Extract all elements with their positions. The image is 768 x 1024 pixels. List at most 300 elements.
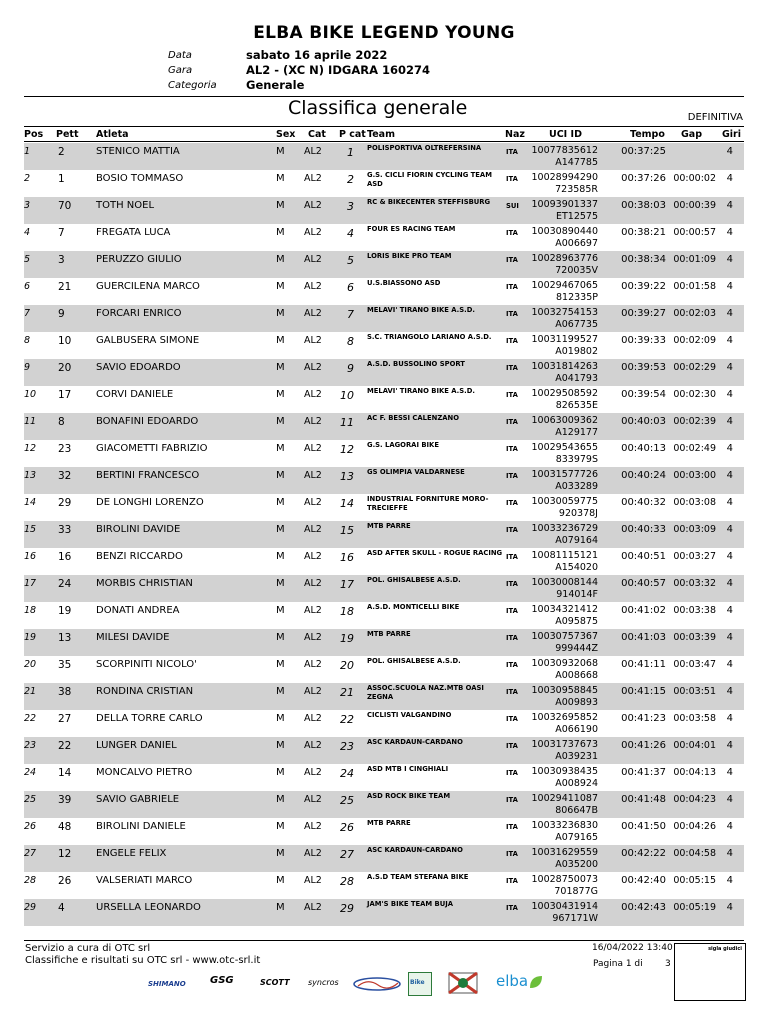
uci-id-code: A033289	[555, 481, 598, 492]
uci-id-code: 701877G	[554, 886, 598, 897]
cell-pett: 16	[58, 551, 72, 563]
table-row	[24, 764, 744, 791]
cell-gap: 00:02:09	[673, 335, 716, 346]
cell-pett: 20	[58, 362, 72, 374]
cell-athlete: DELLA TORRE CARLO	[96, 713, 203, 724]
uci-id-code: A147785	[555, 157, 598, 168]
cell-tempo: 00:41:50	[621, 821, 666, 832]
cell-pcat: 9	[347, 362, 354, 375]
cell-uci-id	[526, 307, 598, 331]
col-header-uci-id: UCI ID	[549, 129, 582, 140]
cell-athlete: MONCALVO PIETRO	[96, 767, 193, 778]
uci-id-number: 10028963776	[531, 253, 598, 264]
cell-cat: AL2	[304, 875, 322, 886]
uci-id-number: 10029411087	[531, 793, 598, 804]
cell-naz: ITA	[506, 175, 518, 183]
cell-tempo: 00:40:13	[621, 443, 666, 454]
cell-giri: 4	[726, 497, 733, 508]
cell-pcat: 25	[340, 794, 354, 807]
cell-cat: AL2	[304, 740, 322, 751]
cell-team: MTB PARRE	[367, 819, 411, 827]
table-row	[24, 251, 744, 278]
cell-athlete: BIROLINI DANIELE	[96, 821, 186, 832]
cell-naz: ITA	[506, 688, 518, 696]
cell-uci-id	[526, 415, 598, 439]
cell-pcat: 14	[340, 497, 354, 510]
cell-cat: AL2	[304, 632, 322, 643]
cell-naz: ITA	[506, 634, 518, 642]
cell-pos: 16	[24, 551, 37, 562]
table-row	[24, 440, 744, 467]
cell-tempo: 00:39:53	[621, 362, 666, 373]
cell-giri: 4	[726, 632, 733, 643]
cell-team: ASC KARDAUN-CARDANO	[367, 738, 463, 746]
uci-id-number: 10030431914	[531, 901, 598, 912]
cell-cat: AL2	[304, 848, 322, 859]
cell-gap: 00:02:03	[673, 308, 716, 319]
uci-id-number: 10032754153	[531, 307, 598, 318]
cell-team: ASD MTB I CINGHIALI	[367, 765, 449, 773]
uci-id-code: 914014F	[556, 589, 598, 600]
cell-pett: 12	[58, 848, 72, 860]
cell-team: ASC KARDAUN-CARDANO	[367, 846, 463, 854]
cell-sex: M	[276, 578, 285, 589]
uci-id-code: 723585R	[555, 184, 598, 195]
table-row	[24, 494, 744, 521]
cell-pett: 10	[58, 335, 72, 347]
cell-tempo: 00:40:57	[621, 578, 666, 589]
cell-pett: 4	[58, 902, 65, 914]
col-header-giri: Giri	[722, 129, 741, 140]
cell-gap: 00:04:58	[673, 848, 716, 859]
cell-athlete: TOTH NOEL	[96, 200, 155, 211]
cell-tempo: 00:42:43	[621, 902, 666, 913]
table-row	[24, 872, 744, 899]
col-header-sex: Sex	[276, 129, 296, 140]
cell-tempo: 00:41:37	[621, 767, 666, 778]
cell-giri: 4	[726, 659, 733, 670]
cell-pett: 33	[58, 524, 72, 536]
cell-uci-id	[526, 442, 598, 466]
cell-naz: ITA	[506, 229, 518, 237]
footer-page-total: 3	[665, 959, 671, 969]
cell-uci-id	[526, 226, 598, 250]
cell-giri: 4	[726, 389, 733, 400]
cell-naz: ITA	[506, 742, 518, 750]
cell-pett: 48	[58, 821, 72, 833]
cell-sex: M	[276, 524, 285, 535]
footer-service: Servizio a cura di OTC srl	[25, 943, 151, 954]
status-label: DEFINITIVA	[687, 112, 743, 123]
cell-cat: AL2	[304, 308, 322, 319]
cell-pos: 4	[24, 227, 31, 238]
cell-pett: 3	[58, 254, 65, 266]
cell-pett: 38	[58, 686, 72, 698]
cell-sex: M	[276, 281, 285, 292]
cell-pos: 27	[24, 848, 37, 859]
col-header-atleta: Atleta	[96, 129, 129, 140]
cell-gap: 00:03:51	[673, 686, 716, 697]
cell-giri: 4	[726, 713, 733, 724]
cell-gap: 00:02:49	[673, 443, 716, 454]
cell-naz: ITA	[506, 769, 518, 777]
cell-naz: SUI	[506, 202, 519, 210]
cell-athlete: BOSIO TOMMASO	[96, 173, 184, 184]
uci-id-code: A154020	[555, 562, 598, 573]
cell-team: LORIS BIKE PRO TEAM	[367, 252, 452, 260]
cell-cat: AL2	[304, 821, 322, 832]
cell-cat: AL2	[304, 659, 322, 670]
cell-gap: 00:03:08	[673, 497, 716, 508]
uci-id-code: 812335P	[556, 292, 598, 303]
cell-athlete: BERTINI FRANCESCO	[96, 470, 200, 481]
cell-pcat: 29	[340, 902, 354, 915]
cell-athlete: LUNGER DANIEL	[96, 740, 177, 751]
table-header-divider	[24, 141, 744, 142]
cell-naz: ITA	[506, 499, 518, 507]
cell-sex: M	[276, 848, 285, 859]
cell-gap: 00:04:01	[673, 740, 716, 751]
uci-id-code: 826535E	[555, 400, 598, 411]
cell-athlete: GIACOMETTI FABRIZIO	[96, 443, 208, 454]
cell-cat: AL2	[304, 713, 322, 724]
categoria-label: Categoria	[168, 80, 217, 91]
cell-giri: 4	[726, 848, 733, 859]
cell-cat: AL2	[304, 281, 322, 292]
table-row	[24, 170, 744, 197]
cell-tempo: 00:38:03	[621, 200, 666, 211]
cell-naz: ITA	[506, 607, 518, 615]
cell-pcat: 6	[347, 281, 354, 294]
cell-giri: 4	[726, 308, 733, 319]
cell-athlete: STENICO MATTIA	[96, 146, 180, 157]
cell-tempo: 00:38:34	[621, 254, 666, 265]
col-header-gap: Gap	[681, 129, 703, 140]
cell-sex: M	[276, 146, 285, 157]
cell-gap: 00:03:58	[673, 713, 716, 724]
cell-athlete: BIROLINI DAVIDE	[96, 524, 181, 535]
cell-pos: 12	[24, 443, 37, 454]
signature-label: sigla giudici	[708, 946, 742, 952]
cell-pos: 6	[24, 281, 31, 292]
cell-sex: M	[276, 605, 285, 616]
cell-team: MTB PARRE	[367, 630, 411, 638]
cell-naz: ITA	[506, 715, 518, 723]
cell-pcat: 19	[340, 632, 354, 645]
cell-team: U.S.BIASSONO ASD	[367, 279, 441, 287]
table-row	[24, 818, 744, 845]
cell-pcat: 26	[340, 821, 354, 834]
cell-uci-id	[526, 253, 598, 277]
capoliveri-bike-logo	[408, 972, 432, 996]
uci-id-number: 10030958845	[531, 685, 598, 696]
cell-cat: AL2	[304, 416, 322, 427]
cell-pett: 39	[58, 794, 72, 806]
cell-pett: 21	[58, 281, 72, 293]
cell-uci-id	[526, 739, 598, 763]
cell-pcat: 15	[340, 524, 354, 537]
cell-cat: AL2	[304, 200, 322, 211]
cell-pett: 17	[58, 389, 72, 401]
cell-athlete: DONATI ANDREA	[96, 605, 180, 616]
cell-cat: AL2	[304, 227, 322, 238]
cell-tempo: 00:41:03	[621, 632, 666, 643]
footer-page-label: Pagina 1 di	[593, 959, 643, 969]
cell-pos: 19	[24, 632, 37, 643]
cell-gap: 00:03:09	[673, 524, 716, 535]
cell-pcat: 2	[347, 173, 354, 186]
uci-id-code: A009893	[555, 697, 598, 708]
cell-cat: AL2	[304, 362, 322, 373]
cell-team: CICLISTI VALGANDINO	[367, 711, 452, 719]
cell-pett: 35	[58, 659, 72, 671]
footer-results-link[interactable]: Classifiche e risultati su OTC srl - www.otc-srl.it	[25, 955, 261, 966]
shimano-logo: SHIMANO	[148, 980, 186, 988]
uci-id-code: A039231	[555, 751, 598, 762]
cell-sex: M	[276, 632, 285, 643]
cell-pcat: 1	[347, 146, 354, 159]
cell-pett: 23	[58, 443, 72, 455]
cell-cat: AL2	[304, 335, 322, 346]
cell-cat: AL2	[304, 767, 322, 778]
cell-team: ASD AFTER SKULL - ROGUE RACING	[367, 549, 503, 557]
cell-gap: 00:04:23	[673, 794, 716, 805]
cell-naz: ITA	[506, 877, 518, 885]
cell-naz: ITA	[506, 310, 518, 318]
cell-naz: ITA	[506, 364, 518, 372]
cell-team: A.S.D TEAM STEFANA BIKE	[367, 873, 469, 881]
cell-pcat: 8	[347, 335, 354, 348]
cell-tempo: 00:41:15	[621, 686, 666, 697]
cell-tempo: 00:40:33	[621, 524, 666, 535]
cell-pcat: 20	[340, 659, 354, 672]
cell-tempo: 00:41:11	[621, 659, 666, 670]
table-row	[24, 737, 744, 764]
cell-giri: 4	[726, 740, 733, 751]
footer-print-date: 16/04/2022 13:40	[592, 943, 673, 953]
cell-gap: 00:01:09	[673, 254, 716, 265]
cell-tempo: 00:39:22	[621, 281, 666, 292]
cell-gap: 00:05:15	[673, 875, 716, 886]
crest-icon	[448, 972, 478, 994]
cell-pos: 15	[24, 524, 37, 535]
table-top-divider	[24, 126, 744, 127]
table-row	[24, 143, 744, 170]
cell-athlete: GUERCILENA MARCO	[96, 281, 200, 292]
elba-logo: elba	[496, 972, 529, 990]
cell-pett: 14	[58, 767, 72, 779]
cell-athlete: BONAFINI EDOARDO	[96, 416, 199, 427]
gara-label: Gara	[168, 65, 193, 76]
cell-gap: 00:03:47	[673, 659, 716, 670]
uci-id-number: 10031629559	[531, 847, 598, 858]
uci-id-number: 10081115121	[531, 550, 598, 561]
cell-pett: 8	[58, 416, 65, 428]
table-row	[24, 278, 744, 305]
cell-naz: ITA	[506, 904, 518, 912]
cell-uci-id	[526, 766, 598, 790]
cell-sex: M	[276, 200, 285, 211]
uci-id-number: 10034321412	[531, 604, 598, 615]
cell-giri: 4	[726, 794, 733, 805]
cell-pos: 22	[24, 713, 37, 724]
cell-gap: 00:02:39	[673, 416, 716, 427]
cell-uci-id	[526, 631, 598, 655]
table-row	[24, 602, 744, 629]
cell-giri: 4	[726, 470, 733, 481]
cell-naz: ITA	[506, 796, 518, 804]
cell-cat: AL2	[304, 443, 322, 454]
cell-pos: 1	[24, 146, 31, 157]
cell-pcat: 5	[347, 254, 354, 267]
uci-id-code: A079165	[555, 832, 598, 843]
cell-pcat: 13	[340, 470, 354, 483]
cell-athlete: CORVI DANIELE	[96, 389, 174, 400]
cell-athlete: RONDINA CRISTIAN	[96, 686, 194, 697]
cell-giri: 4	[726, 605, 733, 616]
table-row	[24, 386, 744, 413]
cell-giri: 4	[726, 362, 733, 373]
cell-sex: M	[276, 389, 285, 400]
cell-naz: ITA	[506, 661, 518, 669]
cell-cat: AL2	[304, 497, 322, 508]
team-logo-icon	[352, 976, 402, 992]
cell-pcat: 18	[340, 605, 354, 618]
cell-tempo: 00:39:33	[621, 335, 666, 346]
cell-tempo: 00:41:02	[621, 605, 666, 616]
cell-tempo: 00:39:54	[621, 389, 666, 400]
uci-id-number: 10031577726	[531, 469, 598, 480]
cell-pos: 10	[24, 389, 37, 400]
data-label: Data	[168, 50, 192, 61]
cell-uci-id	[526, 496, 598, 520]
uci-id-code: A008924	[555, 778, 598, 789]
cell-pett: 24	[58, 578, 72, 590]
cell-naz: ITA	[506, 283, 518, 291]
cell-uci-id	[526, 793, 598, 817]
gara-value: AL2 - (XC N) IDGARA 160274	[246, 63, 430, 77]
cell-naz: ITA	[506, 553, 518, 561]
table-row	[24, 575, 744, 602]
cell-giri: 4	[726, 416, 733, 427]
cell-athlete: PERUZZO GIULIO	[96, 254, 182, 265]
cell-gap: 00:02:29	[673, 362, 716, 373]
uci-id-code: A019802	[555, 346, 598, 357]
uci-id-number: 10031814263	[531, 361, 598, 372]
cell-sex: M	[276, 713, 285, 724]
cell-sex: M	[276, 335, 285, 346]
cell-gap: 00:03:32	[673, 578, 716, 589]
page-subtitle: Classifica generale	[288, 97, 468, 119]
cell-tempo: 00:41:48	[621, 794, 666, 805]
cell-uci-id	[526, 469, 598, 493]
cell-team: GS OLIMPIA VALDARNESE	[367, 468, 465, 476]
cell-athlete: SAVIO GABRIELE	[96, 794, 180, 805]
cell-cat: AL2	[304, 902, 322, 913]
cell-tempo: 00:42:22	[621, 848, 666, 859]
cell-sex: M	[276, 659, 285, 670]
uci-id-code: 720035V	[555, 265, 598, 276]
cell-naz: ITA	[506, 580, 518, 588]
cell-naz: ITA	[506, 256, 518, 264]
cell-gap: 00:02:30	[673, 389, 716, 400]
cell-sex: M	[276, 443, 285, 454]
cell-pos: 29	[24, 902, 37, 913]
cell-gap: 00:05:19	[673, 902, 716, 913]
cell-naz: ITA	[506, 391, 518, 399]
cell-sex: M	[276, 794, 285, 805]
cell-pcat: 27	[340, 848, 354, 861]
table-row	[24, 656, 744, 683]
cell-cat: AL2	[304, 146, 322, 157]
uci-id-code: A066190	[555, 724, 598, 735]
cell-pcat: 23	[340, 740, 354, 753]
cell-naz: ITA	[506, 823, 518, 831]
cell-gap: 00:03:39	[673, 632, 716, 643]
cell-uci-id	[526, 388, 598, 412]
cell-athlete: URSELLA LEONARDO	[96, 902, 201, 913]
cell-uci-id	[526, 199, 598, 223]
cell-pos: 18	[24, 605, 37, 616]
cell-team: A.S.D. BUSSOLINO SPORT	[367, 360, 465, 368]
cell-athlete: GALBUSERA SIMONE	[96, 335, 200, 346]
cell-naz: ITA	[506, 850, 518, 858]
cell-tempo: 00:40:24	[621, 470, 666, 481]
cell-sex: M	[276, 308, 285, 319]
col-header-pett: Pett	[56, 129, 79, 140]
uci-id-code: ET12575	[555, 211, 598, 222]
cell-pett: 22	[58, 740, 72, 752]
cell-pos: 17	[24, 578, 37, 589]
cell-cat: AL2	[304, 524, 322, 535]
table-row	[24, 224, 744, 251]
uci-id-code: A041793	[555, 373, 598, 384]
cell-pett: 1	[58, 173, 65, 185]
cell-giri: 4	[726, 875, 733, 886]
cell-team: POLISPORTIVA OLTREFERSINA	[367, 144, 482, 152]
uci-id-number: 10031199527	[531, 334, 598, 345]
cell-pos: 11	[24, 416, 37, 427]
cell-giri: 4	[726, 281, 733, 292]
cell-cat: AL2	[304, 173, 322, 184]
cell-pcat: 10	[340, 389, 354, 402]
cell-cat: AL2	[304, 389, 322, 400]
cell-athlete: MORBIS CHRISTIAN	[96, 578, 193, 589]
cell-uci-id	[526, 523, 598, 547]
cell-pcat: 24	[340, 767, 354, 780]
uci-id-code: A035200	[555, 859, 598, 870]
categoria-value: Generale	[246, 78, 305, 92]
uci-id-number: 10077835612	[531, 145, 598, 156]
cell-giri: 4	[726, 686, 733, 697]
cell-cat: AL2	[304, 794, 322, 805]
cell-tempo: 00:38:21	[621, 227, 666, 238]
cell-giri: 4	[726, 524, 733, 535]
cell-pcat: 7	[347, 308, 354, 321]
cell-pos: 20	[24, 659, 37, 670]
cell-giri: 4	[726, 227, 733, 238]
cell-team: POL. GHISALBESE A.S.D.	[367, 576, 461, 584]
cell-sex: M	[276, 767, 285, 778]
cell-cat: AL2	[304, 578, 322, 589]
table-row	[24, 845, 744, 872]
cell-cat: AL2	[304, 686, 322, 697]
cell-uci-id	[526, 847, 598, 871]
uci-id-code: A095875	[555, 616, 598, 627]
cell-pett: 7	[58, 227, 65, 239]
uci-id-number: 10032695852	[531, 712, 598, 723]
cell-athlete: BENZI RICCARDO	[96, 551, 183, 562]
